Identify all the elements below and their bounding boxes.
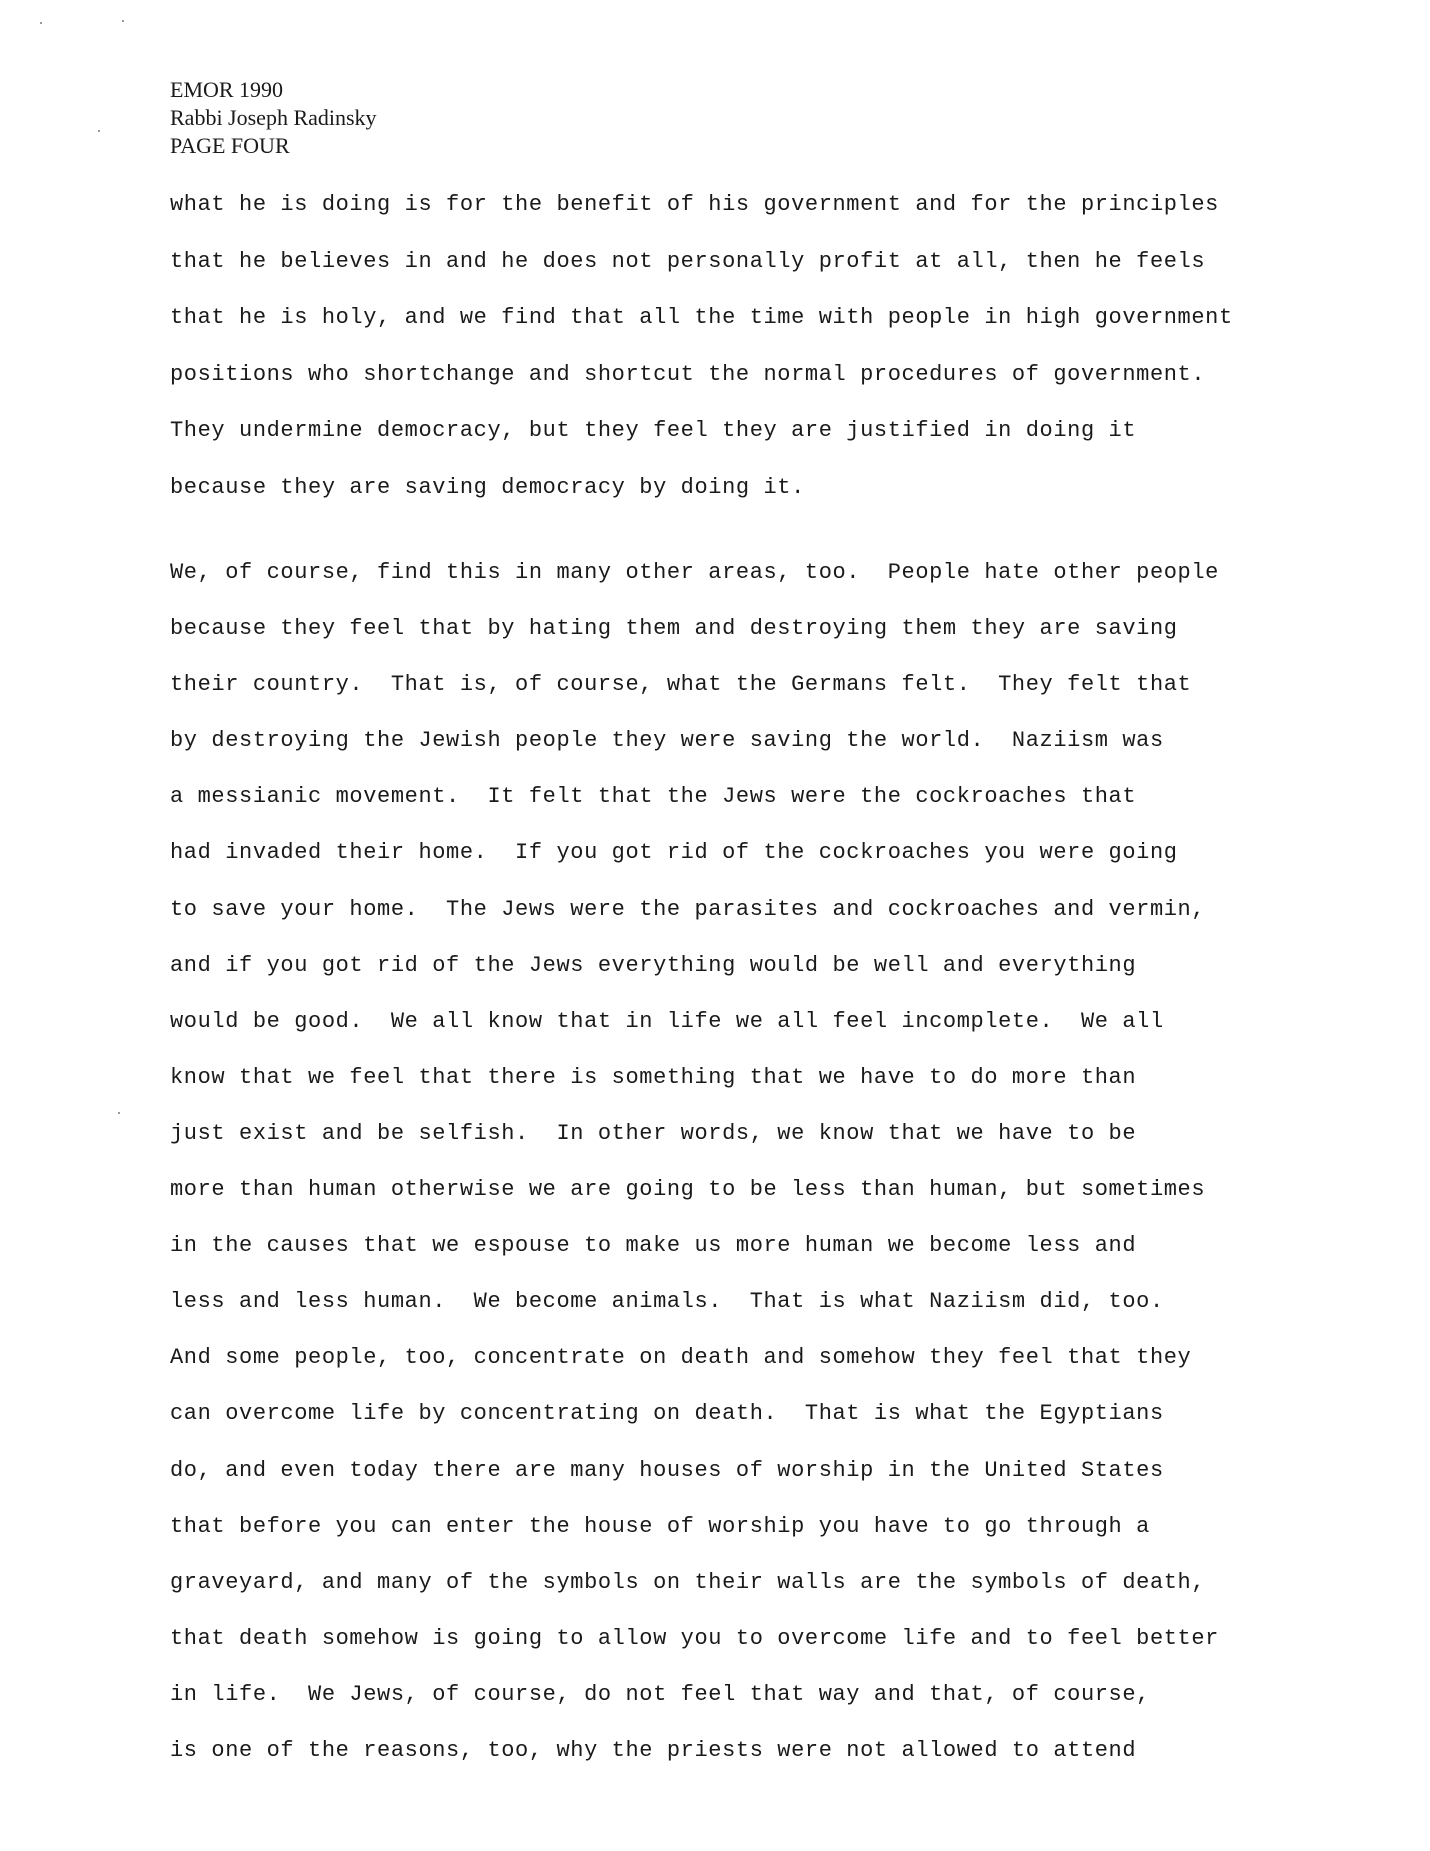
text-line: and if you got rid of the Jews everything would be well and everything bbox=[170, 952, 1137, 978]
text-line: positions who shortchange and shortcut the normal procedures of government. bbox=[170, 361, 1206, 387]
text-line: graveyard, and many of the symbols on their walls are the symbols of death, bbox=[170, 1569, 1206, 1595]
document-header bbox=[170, 76, 377, 160]
text-line: because they are saving democracy by doing it. bbox=[170, 474, 805, 500]
text-line: is one of the reasons, too, why the priests were not allowed to attend bbox=[170, 1737, 1137, 1763]
text-line: would be good. We all know that in life we all feel incomplete. We all bbox=[170, 1008, 1164, 1034]
text-line: less and less human. We become animals. That is what Naziism did, too. bbox=[170, 1289, 1164, 1315]
text-line: by destroying the Jewish people they were saving the world. Naziism was bbox=[170, 728, 1164, 754]
text-line: know that we feel that there is something that we have to do more than bbox=[170, 1064, 1137, 1090]
header-author: Rabbi Joseph Radinsky bbox=[170, 105, 377, 130]
text-line: what he is doing is for the benefit of his government and for the principles bbox=[170, 192, 1219, 217]
text-line: that he is holy, and we find that all the time with people in high government bbox=[170, 305, 1233, 330]
header-title: EMOR 1990 bbox=[170, 77, 284, 102]
scan-speck bbox=[122, 20, 124, 22]
text-line: do, and even today there are many houses of worship in the United States bbox=[170, 1457, 1164, 1483]
scan-speck bbox=[118, 1112, 120, 1114]
text-line: in the causes that we espouse to make us more human we become less and bbox=[170, 1233, 1137, 1259]
body-paragraph-2 bbox=[170, 545, 1370, 1779]
scan-speck bbox=[40, 22, 42, 24]
text-line: just exist and be selfish. In other words, we know that we have to be bbox=[170, 1120, 1137, 1146]
text-line: more than human otherwise we are going to be less than human, but sometimes bbox=[170, 1177, 1206, 1203]
text-line: that he believes in and he does not personally profit at all, then he feels bbox=[170, 248, 1206, 274]
text-line: a messianic movement. It felt that the Jews were the cockroaches that bbox=[170, 784, 1137, 810]
text-line: They undermine democracy, but they feel they are justified in doing it bbox=[170, 418, 1137, 443]
header-page-label: PAGE FOUR bbox=[170, 133, 290, 158]
text-line: to save your home. The Jews were the parasites and cockroaches and vermin, bbox=[170, 896, 1206, 922]
text-line: their country. That is, of course, what the Germans felt. They felt that bbox=[170, 672, 1192, 698]
scan-speck bbox=[98, 130, 100, 132]
text-line: We, of course, find this in many other areas, too. People hate other people bbox=[170, 560, 1219, 585]
text-line: And some people, too, concentrate on death and somehow they feel that they bbox=[170, 1345, 1192, 1371]
text-line: can overcome life by concentrating on death. That is what the Egyptians bbox=[170, 1401, 1164, 1427]
text-line: in life. We Jews, of course, do not feel that way and that, of course, bbox=[170, 1681, 1150, 1707]
text-line: because they feel that by hating them and destroying them they are saving bbox=[170, 616, 1178, 642]
text-line: that before you can enter the house of worship you have to go through a bbox=[170, 1513, 1150, 1539]
text-line: that death somehow is going to allow you to overcome life and to feel better bbox=[170, 1625, 1219, 1651]
text-line: had invaded their home. If you got rid of the cockroaches you were going bbox=[170, 840, 1178, 866]
body-paragraph-1 bbox=[170, 177, 1370, 516]
